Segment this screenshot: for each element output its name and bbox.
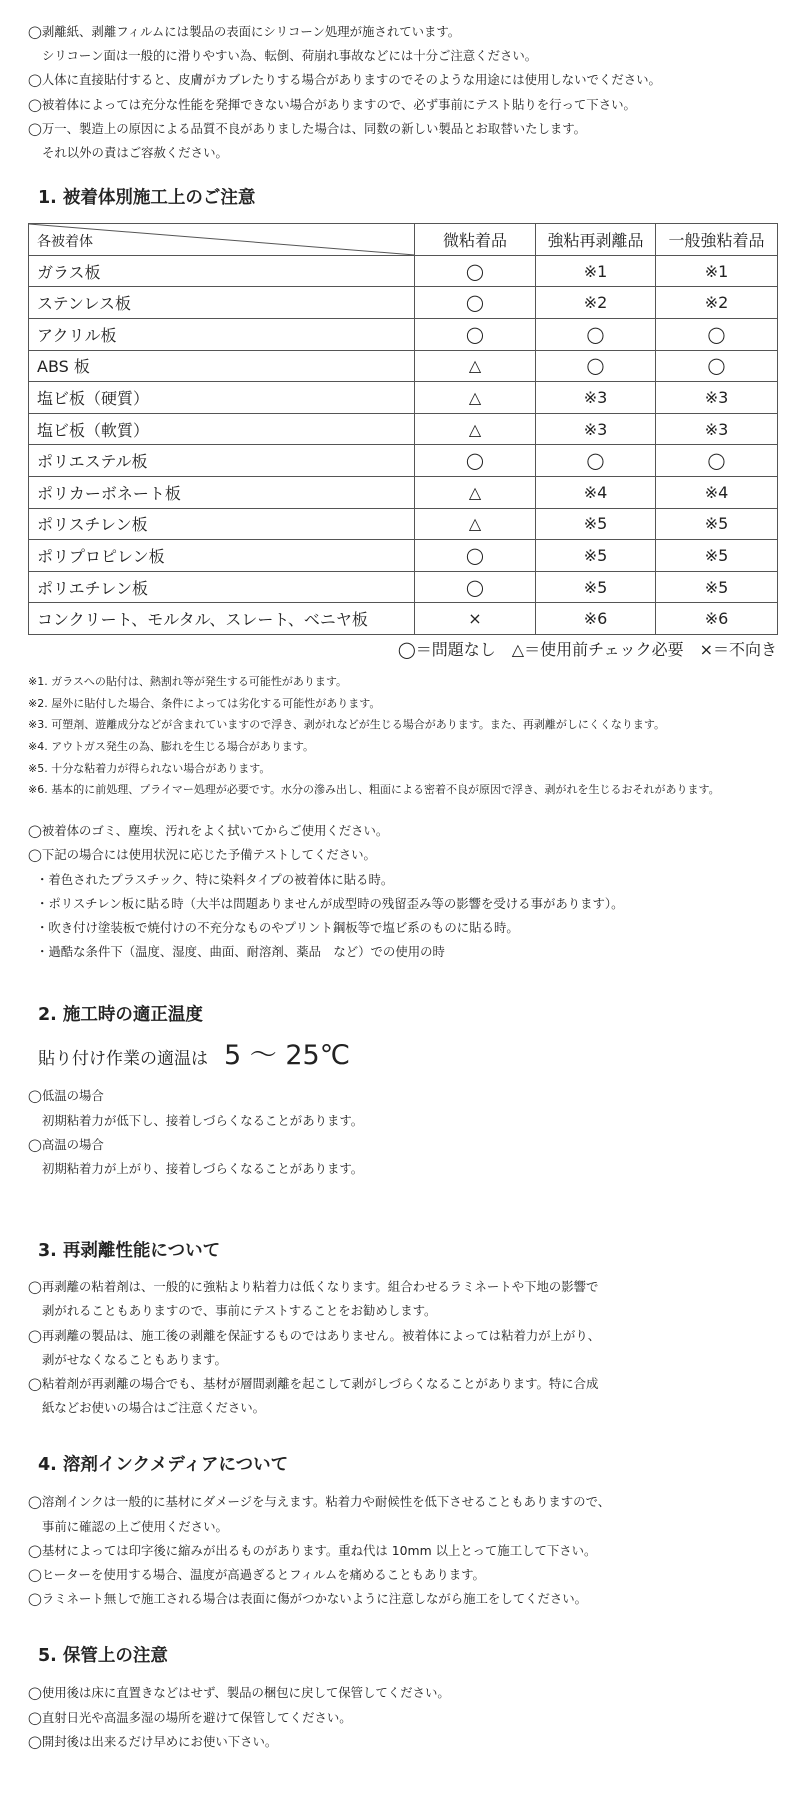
precaution-bullet: ・吹き付け塗装板で焼付けの不充分なものやプリント鋼板等で塩ビ系のものに貼る時。 — [36, 919, 519, 935]
adherend-name-cell: ステンレス板 — [29, 287, 415, 319]
body-line: ◯高温の場合 — [28, 1136, 104, 1152]
table-row — [29, 540, 778, 572]
suitability-cell: ◯ — [656, 445, 778, 477]
suitability-cell: ※4 — [656, 476, 778, 508]
suitability-cell: ◯ — [536, 445, 656, 477]
body-line: ◯直射日光や高温多湿の場所を避けて保管してください。 — [28, 1709, 352, 1725]
table-row — [29, 382, 778, 414]
suitability-cell: ※3 — [536, 382, 656, 414]
table-row — [29, 255, 778, 287]
suitability-cell: ◯ — [415, 571, 536, 603]
body-line: ◯溶剤インクは一般的に基材にダメージを与えます。粘着力や耐候性を低下させることもありますので、 — [28, 1494, 611, 1510]
suitability-cell: △ — [415, 476, 536, 508]
suitability-cell: ◯ — [656, 319, 778, 351]
intro-line: ◯人体に直接貼付すると、皮膚がカブレたりする場合がありますのでそのような用途には使用しないでください。 — [28, 72, 661, 88]
suitability-cell: ※5 — [656, 540, 778, 572]
temperature-label: 貼り付け作業の適温は — [38, 1049, 208, 1070]
suitability-cell: ◯ — [415, 319, 536, 351]
table-row — [29, 350, 778, 382]
intro-line: シリコーン面は一般的に滑りやすい為、転倒、荷崩れ事故などには十分ご注意ください。 — [42, 48, 538, 64]
temperature-row — [38, 1038, 772, 1074]
table-row — [29, 413, 778, 445]
intro-line: ◯被着体によっては充分な性能を発揮できない場合がありますので、必ず事前にテスト貼りを行って下さい。 — [28, 96, 636, 112]
column-header: 一般強粘着品 — [656, 224, 778, 256]
section-2-title: 2. 施工時の適正温度 — [38, 1005, 203, 1026]
body-line: 初期粘着力が低下し、接着しづらくなることがあります。 — [42, 1112, 364, 1128]
table-header-row — [29, 224, 778, 256]
column-header: 微粘着品 — [415, 224, 536, 256]
adherend-name-cell: ポリスチレン板 — [29, 508, 415, 540]
body-line: 紙などお使いの場合はご注意ください。 — [42, 1400, 266, 1416]
suitability-cell: ※5 — [656, 571, 778, 603]
precaution-bullet: ・過酷な条件下（温度、湿度、曲面、耐溶剤、薬品 など）での使用の時 — [36, 944, 445, 960]
body-line: ◯ラミネート無しで施工される場合は表面に傷がつかないように注意しながら施工をしてください。 — [28, 1591, 588, 1607]
adherend-name-cell: 塩ビ板（軟質） — [29, 413, 415, 445]
footnote: ※2. 屋外に貼付した場合、条件によっては劣化する可能性があります。 — [28, 696, 381, 710]
intro-block — [28, 20, 772, 165]
suitability-cell: ※2 — [656, 287, 778, 319]
table-corner-cell — [29, 224, 415, 256]
section-5-title: 5. 保管上の注意 — [38, 1646, 168, 1667]
body-line: ◯ヒーターを使用する場合、温度が高過ぎるとフィルムを痛めることもあります。 — [28, 1567, 485, 1583]
table-row — [29, 476, 778, 508]
suitability-cell: ◯ — [415, 255, 536, 287]
suitability-cell: ※3 — [656, 382, 778, 414]
body-line: ◯再剥離の製品は、施工後の剥離を保証するものではありません。被着体によっては粘着力が上がり、 — [28, 1327, 601, 1343]
footnote: ※1. ガラスへの貼付は、熱割れ等が発生する可能性があります。 — [28, 674, 347, 688]
section-2-body — [28, 1084, 772, 1181]
suitability-cell: ◯ — [415, 540, 536, 572]
adherend-name-cell: アクリル板 — [29, 319, 415, 351]
table-row — [29, 603, 778, 635]
column-header: 強粘再剥離品 — [536, 224, 656, 256]
suitability-cell: ※3 — [656, 413, 778, 445]
section-3-title: 3. 再剥離性能について — [38, 1241, 221, 1262]
adherend-name-cell: ガラス板 — [29, 255, 415, 287]
suitability-cell: △ — [415, 382, 536, 414]
adherend-name-cell: コンクリート、モルタル、スレート、ベニヤ板 — [29, 603, 415, 635]
table-legend: ◯＝問題なし △＝使用前チェック必要 ×＝不向き — [397, 639, 777, 659]
footnote: ※6. 基本的に前処理、プライマー処理が必要です。水分の滲み出し、粗面による密着不良が原因で浮き、剥がれを生じるおそれがあります。 — [28, 783, 720, 797]
body-line: ◯基材によっては印字後に縮みが出るものがあります。重ね代は 10mm 以上とって施工して下さい。 — [28, 1542, 597, 1558]
footnotes — [28, 671, 772, 801]
adherend-name-cell: ポリエステル板 — [29, 445, 415, 477]
body-line: ◯再剥離の粘着剤は、一般的に強粘より粘着力は低くなります。組合わせるラミネートや下地の影響で — [28, 1279, 599, 1295]
body-line: ◯粘着剤が再剥離の場合でも、基材が層間剥離を起こして剥がしづらくなることがあります。特に合成 — [28, 1376, 599, 1391]
adherend-name-cell: ポリエチレン板 — [29, 571, 415, 603]
adherend-name-cell: ポリプロピレン板 — [29, 540, 415, 572]
precaution-line: ◯被着体のゴミ、塵埃、汚れをよく拭いてからご使用ください。 — [28, 823, 389, 839]
suitability-cell: ◯ — [536, 319, 656, 351]
section-4-body — [28, 1490, 772, 1611]
section-3-body — [28, 1275, 772, 1420]
suitability-cell: ◯ — [536, 350, 656, 382]
suitability-cell: ◯ — [415, 287, 536, 319]
precaution-bullet: ・ポリスチレン板に貼る時（大半は問題ありませんが成型時の残留歪み等の影響を受ける事があります）。 — [36, 895, 624, 911]
precaution-bullet: ・着色されたプラスチック、特に染料タイプの被着体に貼る時。 — [36, 871, 394, 887]
body-line: 剥がせなくなることもあります。 — [42, 1351, 227, 1367]
section-1-title: 1. 被着体別施工上のご注意 — [38, 188, 256, 209]
section-5-body — [28, 1681, 772, 1754]
table-row — [29, 287, 778, 319]
suitability-cell: ※5 — [656, 508, 778, 540]
suitability-cell: ※2 — [536, 287, 656, 319]
body-line: ◯低温の場合 — [28, 1088, 104, 1104]
body-line: 剥がれることもありますので、事前にテストすることをお勧めします。 — [42, 1303, 437, 1319]
suitability-cell: ※6 — [536, 603, 656, 635]
suitability-cell: ※5 — [536, 540, 656, 572]
adherend-precautions — [28, 819, 772, 964]
suitability-cell: ※5 — [536, 508, 656, 540]
body-line: 事前に確認の上ご使用ください。 — [42, 1518, 228, 1534]
footnote: ※3. 可塑剤、遊離成分などが含まれていますので浮き、剥がれなどが生じる場合があります。また、再剥離がしにくくなります。 — [28, 718, 666, 732]
intro-line: それ以外の責はご容赦ください。 — [42, 145, 228, 161]
suitability-cell: △ — [415, 508, 536, 540]
footnote: ※5. 十分な粘着力が得られない場合があります。 — [28, 761, 271, 775]
suitability-cell: × — [415, 603, 536, 635]
suitability-cell: ※3 — [536, 413, 656, 445]
suitability-cell: ◯ — [656, 350, 778, 382]
body-line: ◯開封後は出来るだけ早めにお使い下さい。 — [28, 1733, 278, 1749]
suitability-cell: △ — [415, 413, 536, 445]
precaution-line: ◯下記の場合には使用状況に応じた予備テストしてください。 — [28, 847, 376, 863]
table-row — [29, 508, 778, 540]
temperature-value: 5 〜 25℃ — [224, 1040, 351, 1072]
footnote: ※4. アウトガス発生の為、膨れを生じる場合があります。 — [28, 740, 314, 754]
corner-label: 各被着体 — [37, 233, 93, 250]
table-row — [29, 445, 778, 477]
suitability-cell: ※1 — [656, 255, 778, 287]
suitability-cell: ※1 — [536, 255, 656, 287]
adherend-name-cell: 塩ビ板（硬質） — [29, 382, 415, 414]
intro-line: ◯剥離紙、剥離フィルムには製品の表面にシリコーン処理が施されています。 — [28, 24, 461, 39]
body-line: 初期粘着力が上がり、接着しづらくなることがあります。 — [42, 1160, 364, 1176]
table-row — [29, 571, 778, 603]
adherend-table — [28, 223, 778, 635]
suitability-cell: ※4 — [536, 476, 656, 508]
suitability-cell: ※6 — [656, 603, 778, 635]
intro-line: ◯万一、製造上の原因による品質不良がありました場合は、同数の新しい製品とお取替いたします。 — [28, 120, 587, 136]
suitability-cell: ※5 — [536, 571, 656, 603]
table-row — [29, 319, 778, 351]
adherend-name-cell: ポリカーボネート板 — [29, 476, 415, 508]
suitability-cell: ◯ — [415, 445, 536, 477]
section-4-title: 4. 溶剤インクメディアについて — [38, 1455, 289, 1476]
adherend-name-cell: ABS 板 — [29, 350, 415, 382]
body-line: ◯使用後は床に直置きなどはせず、製品の梱包に戻して保管してください。 — [28, 1685, 450, 1701]
suitability-cell: △ — [415, 350, 536, 382]
